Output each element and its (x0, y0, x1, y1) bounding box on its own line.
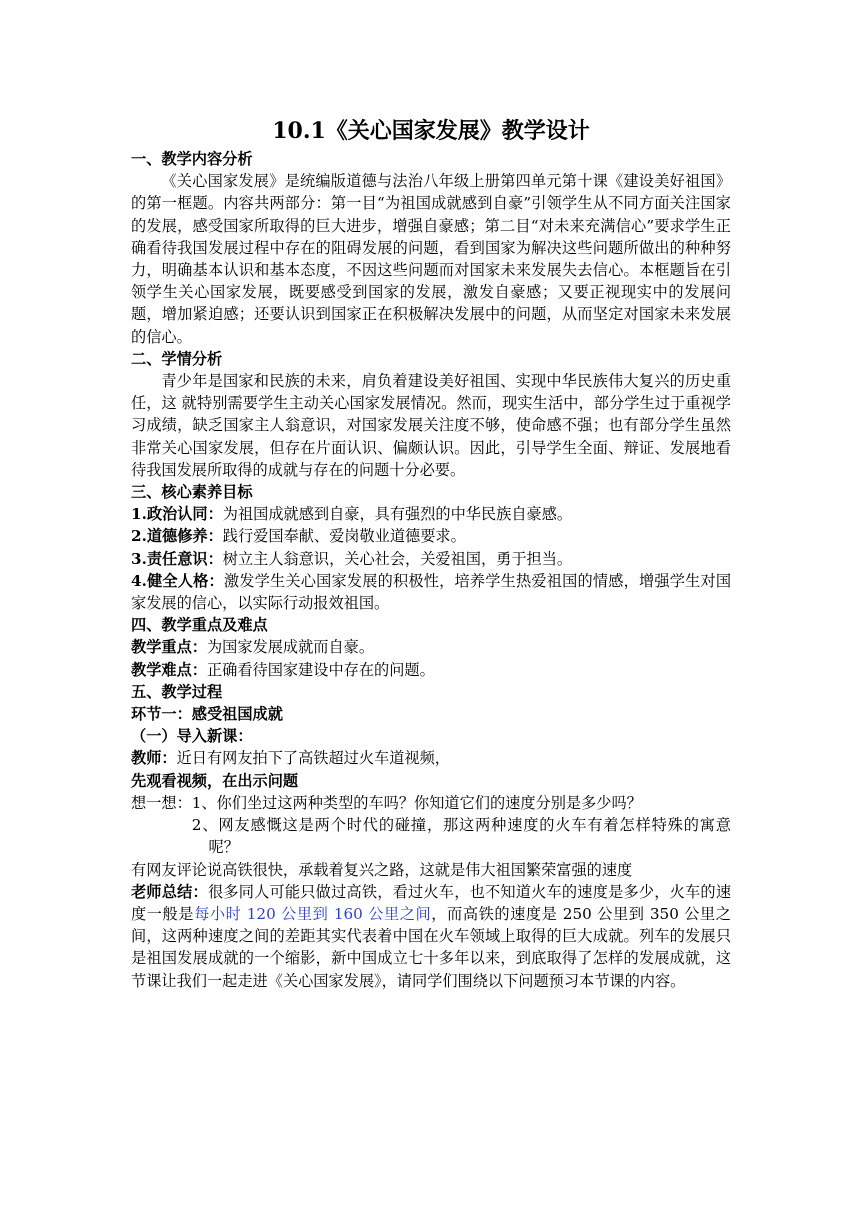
key-point-line (131, 636, 731, 658)
goal-item (131, 570, 731, 614)
summary-text-2: ，而高铁的速度是 250 公里到 350 公里之间，这两种速度之间的差距其实代表着中国在火车领域上取得的巨大成就。列车的发展只是祖国发展成就的一个缩影，新中国成立七十多年以来，到底取得了怎样的发展成就，这节课让我们一起走进《关心国家发展》，请同学们围绕以下问题预习本节课的内容。 (131, 904, 731, 990)
process-substep-heading: （一）导入新课： (131, 727, 253, 746)
teacher-summary (131, 881, 731, 992)
difficulty-line (131, 659, 731, 681)
goal-text: 践行爱国奉献、爱岗敬业道德要求。 (222, 527, 466, 546)
summary-highlight: 每小时 120 公里到 160 公里之间 (194, 904, 432, 923)
goal-item (131, 503, 731, 525)
goal-label: 2.道德修养： (131, 527, 223, 546)
think-question-1: 想一想：1、你们坐过这两种类型的车吗？你知道它们的速度分别是多少吗？ (131, 793, 642, 812)
goal-item (131, 525, 731, 547)
goal-item (131, 548, 731, 570)
content-analysis-paragraph: 《关心国家发展》是统编版道德与法治八年级上册第四单元第十课《建设美好祖国》的第一框题。内容共两部分：第一目“为祖国成就感到自豪”引领学生从不同方面关注国家的发展，感受国家所取得的巨大进步，增强自豪感；第二目“对未来充满信心”要求学生正确看待我国发展过程中存在的阻碍发展的问题，看到国家为解决这些问题所做出的种种努力，明确基本认识和基本态度，不因这些问题而对国家未来发展失去信心。本框题旨在引领学生关心国家发展，既要感受到国家的发展，激发自豪感；又要正视现实中的发展问题，增加紧迫感；还要认识到国家正在积极解决发展中的问题，从而坚定对国家未来发展的信心。 (131, 172, 731, 346)
summary-text-1: 很多同人可能只做过高铁，看过火车，也不知道火车的速度是多少，火车的速度一般是 (131, 882, 732, 923)
video-instruction: 先观看视频，在出示问题 (131, 771, 299, 790)
learner-analysis-paragraph: 青少年是国家和民族的未来，肩负着建设美好祖国、实现中华民族伟大复兴的历史重任，这 就特别需要学生主动关心国家发展情况。然而，现实生活中，部分学生过于重视学习成绩，缺乏国家主人翁意识，对国家发展关注度不够，使命感不强；也有部分学生虽然非常关心国家发展，但存在片面认识、偏颇认识。因此，引导学生全面、辩证、发展地看待我国发展所取得的成就与存在的问题十分必要。 (131, 372, 731, 479)
key-point-text: 为国家发展成就而自豪。 (206, 638, 374, 657)
netizen-comment: 有网友评论说高铁很快，承载着复兴之路，这就是伟大祖国繁荣富强的速度 (131, 860, 633, 879)
section-heading-learner-analysis: 二、学情分析 (131, 349, 223, 368)
teacher-line (131, 747, 731, 769)
teacher-label: 教师： (131, 749, 177, 768)
goal-text: 激发学生关心国家发展的积极性，培养学生热爱祖国的情感，增强学生对国家发展的信心，以实际行动报效祖国。 (131, 571, 732, 613)
goal-label: 1.政治认同： (131, 505, 223, 524)
goal-text: 树立主人翁意识，关心社会，关爱祖国，勇于担当。 (222, 549, 573, 568)
section-heading-process: 五、教学过程 (131, 682, 223, 701)
difficulty-text: 正确看待国家建设中存在的问题。 (206, 660, 435, 679)
document-page (131, 116, 731, 992)
teacher-text: 近日有网友拍下了高铁超过火车道视频， (176, 749, 450, 768)
think-question-2: 2、网友感慨这是两个时代的碰撞，那这两种速度的火车有着怎样特殊的寓意呢？ (191, 816, 731, 857)
difficulty-label: 教学难点： (131, 660, 207, 679)
goal-text: 为祖国成就感到自豪，具有强烈的中华民族自豪感。 (222, 505, 573, 524)
goal-label: 4.健全人格： (131, 571, 224, 590)
section-heading-core-goals: 三、核心素养目标 (131, 483, 253, 502)
section-heading-content-analysis: 一、教学内容分析 (131, 150, 253, 168)
section-heading-key-points: 四、教学重点及难点 (131, 616, 268, 635)
goal-label: 3.责任意识： (131, 549, 223, 568)
summary-label: 老师总结： (131, 882, 208, 901)
process-step-heading: 环节一：感受祖国成就 (131, 705, 283, 724)
document-title: 10.1《关心国家发展》教学设计 (272, 118, 590, 144)
key-point-label: 教学重点： (131, 638, 207, 657)
